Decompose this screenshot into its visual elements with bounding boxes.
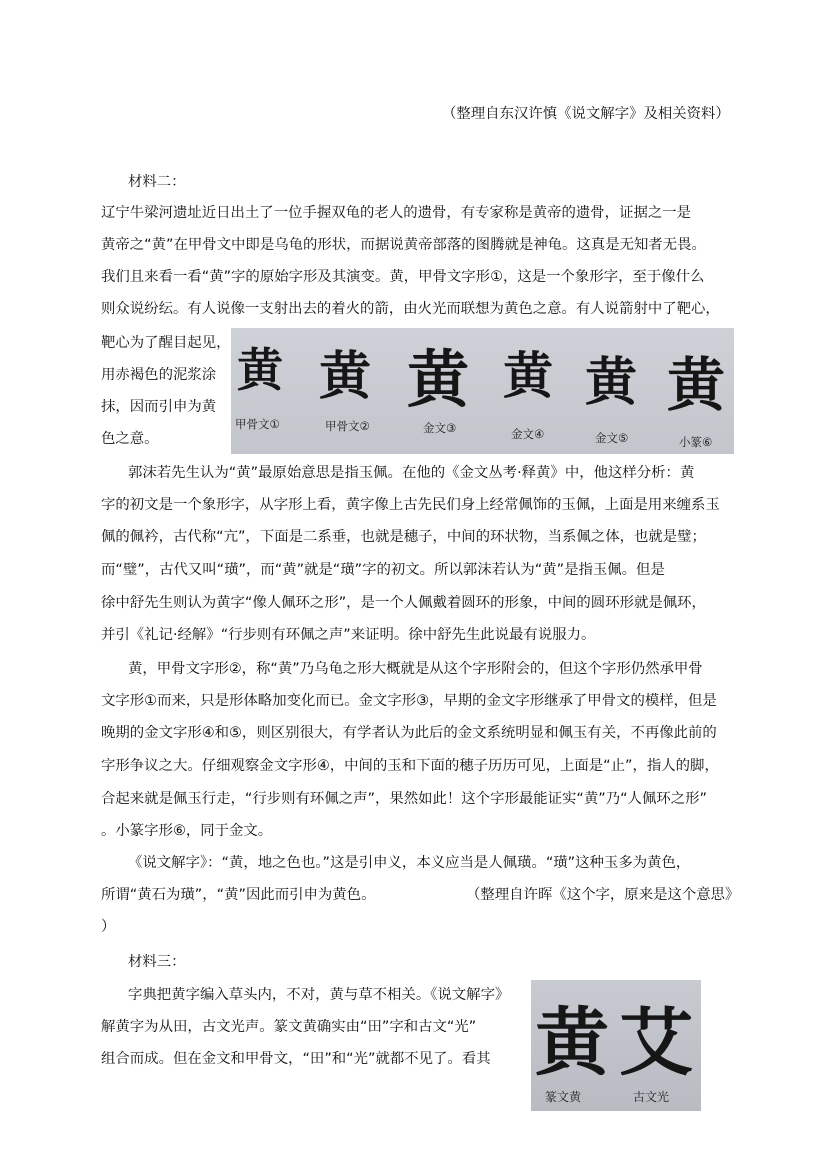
text-line: 用赤褐色的泥浆涂 bbox=[101, 367, 217, 383]
text-line: 字形争议之大。仔细观察金文字形④，中间的玉和下面的穗子历历可见，上面是“止”，指人的脚， bbox=[101, 758, 719, 774]
text-line: 黄帝之“黄”在甲骨文中即是乌龟的形状，而据说黄帝部落的图腾就是神龟。这真是无知者无畏。 bbox=[101, 237, 706, 253]
text-line: 解黄字为从田，古文光声。篆文黄确实由“田”字和古文“光” bbox=[101, 1019, 477, 1035]
caption-oracle-1: 甲骨文① bbox=[235, 417, 280, 431]
seal-and-ancient-glyph-figure bbox=[531, 980, 701, 1111]
source-citation-2: （整理自许晖《这个字，原来是这个意思》 bbox=[466, 887, 740, 903]
caption-seal-6: 小篆⑥ bbox=[679, 435, 713, 449]
text-line: 徐中舒先生则认为黄字“像人佩环之形”，是一个人佩戴着圆环的形象，中间的圆环形就是佩环， bbox=[101, 595, 706, 611]
text-line: 文字形①而来，只是形体略加变化而已。金文字形③，早期的金文字形继承了甲骨文的模样，但是 bbox=[101, 693, 717, 709]
text-line: 并引《礼记·经解》“行步则有环佩之声”来证明。徐中舒先生此说最有说服力。 bbox=[101, 627, 596, 643]
text-line: 。小篆字形⑥，同于金文。 bbox=[101, 823, 273, 839]
text-line: 合起来就是佩玉行走，“行步则有环佩之声”，果然如此！这个字形最能证实“黄”乃“人佩环之形” bbox=[101, 791, 707, 807]
huang-evolution-figure bbox=[231, 328, 734, 454]
text-line: 我们且来看一看“黄”字的原始字形及其演变。黄，甲骨文字形①，这是一个象形字，至于像什么 bbox=[101, 269, 705, 285]
source-citation-1: （整理自东汉许慎《说文解字》及相关资料） bbox=[442, 106, 730, 122]
glyph-oracle-2: 黄 bbox=[319, 346, 372, 407]
text-line: 靶心为了醒目起见， bbox=[101, 335, 231, 351]
source-citation-2-end: ） bbox=[101, 919, 116, 935]
glyph-bronze-3: 黄 bbox=[407, 343, 470, 416]
text-line: 字典把黄字编入草头内，不对，黄与草不相关。《说文解字》 bbox=[128, 987, 510, 1003]
text-line: 字的初文是一个象形字，从字形上看，黄字像上古先民们身上经常佩饰的玉佩，上面是用来缠系玉 bbox=[101, 497, 720, 513]
glyph-ancient-guang: 艾 bbox=[619, 1000, 693, 1086]
text-line: 抹，因而引申为黄 bbox=[101, 399, 217, 415]
text-line: 辽宁牛梁河遗址近日出土了一位手握双龟的老人的遗骨，有专家称是黄帝的遗骨，证据之一是 bbox=[101, 205, 692, 221]
text-line: 则众说纷纭。有人说像一支射出去的着火的箭，由火光而联想为黄色之意。有人说箭射中了靶心， bbox=[101, 301, 720, 317]
glyph-bronze-4: 黄 bbox=[503, 346, 553, 405]
material-2-heading: 材料二： bbox=[128, 174, 186, 190]
text-line: 晚期的金文字形④和⑤，则区别很大，有学者认为此后的金文系统明显和佩玉有关，不再像此前的 bbox=[101, 725, 717, 741]
text-line: 佩的佩衿，古代称“亢”，下面是二系垂，也就是穗子，中间的环状物，当系佩之体，也就是璧； bbox=[101, 529, 706, 545]
text-line: 《说文解字》：“黄，地之色也。”这是引申义，本义应当是人佩璜。“璜”这种玉多为黄色， bbox=[128, 855, 691, 871]
caption-bronze-5: 金文⑤ bbox=[595, 431, 629, 445]
glyph-oracle-1: 黄 bbox=[237, 343, 283, 397]
material-3-heading: 材料三： bbox=[128, 954, 186, 970]
text-line: 所谓“黄石为璜”，“黄”因此而引申为黄色。 bbox=[101, 887, 376, 903]
text-line: 郭沫若先生认为“黄”最原始意思是指玉佩。在他的《金文丛考·释黄》中，他这样分析：黄 bbox=[128, 465, 695, 481]
text-line: 色之意。 bbox=[101, 431, 159, 447]
caption-ancient-guang: 古文光 bbox=[633, 1090, 670, 1104]
glyph-bronze-5: 黄 bbox=[585, 352, 638, 413]
caption-seal-huang: 篆文黄 bbox=[545, 1090, 582, 1104]
text-line: 黄，甲骨文字形②，称“黄”乃乌龟之形大概就是从这个字形附会的，但这个字形仍然承甲骨 bbox=[128, 661, 703, 677]
text-line: 组合而成。但在金文和甲骨文，“田”和“光”就都不见了。看其 bbox=[101, 1051, 491, 1067]
caption-oracle-2: 甲骨文② bbox=[325, 419, 370, 433]
text-line: 而“璧”，古代又叫“璜”，而“黄”就是“璜”字的初文。所以郭沫若认为“黄”是指玉佩。但是 bbox=[101, 562, 665, 578]
caption-bronze-4: 金文④ bbox=[511, 427, 545, 441]
glyph-seal-huang: 黄 bbox=[535, 1000, 609, 1086]
caption-bronze-3: 金文③ bbox=[423, 421, 457, 435]
glyph-seal-6: 黄 bbox=[667, 351, 726, 419]
